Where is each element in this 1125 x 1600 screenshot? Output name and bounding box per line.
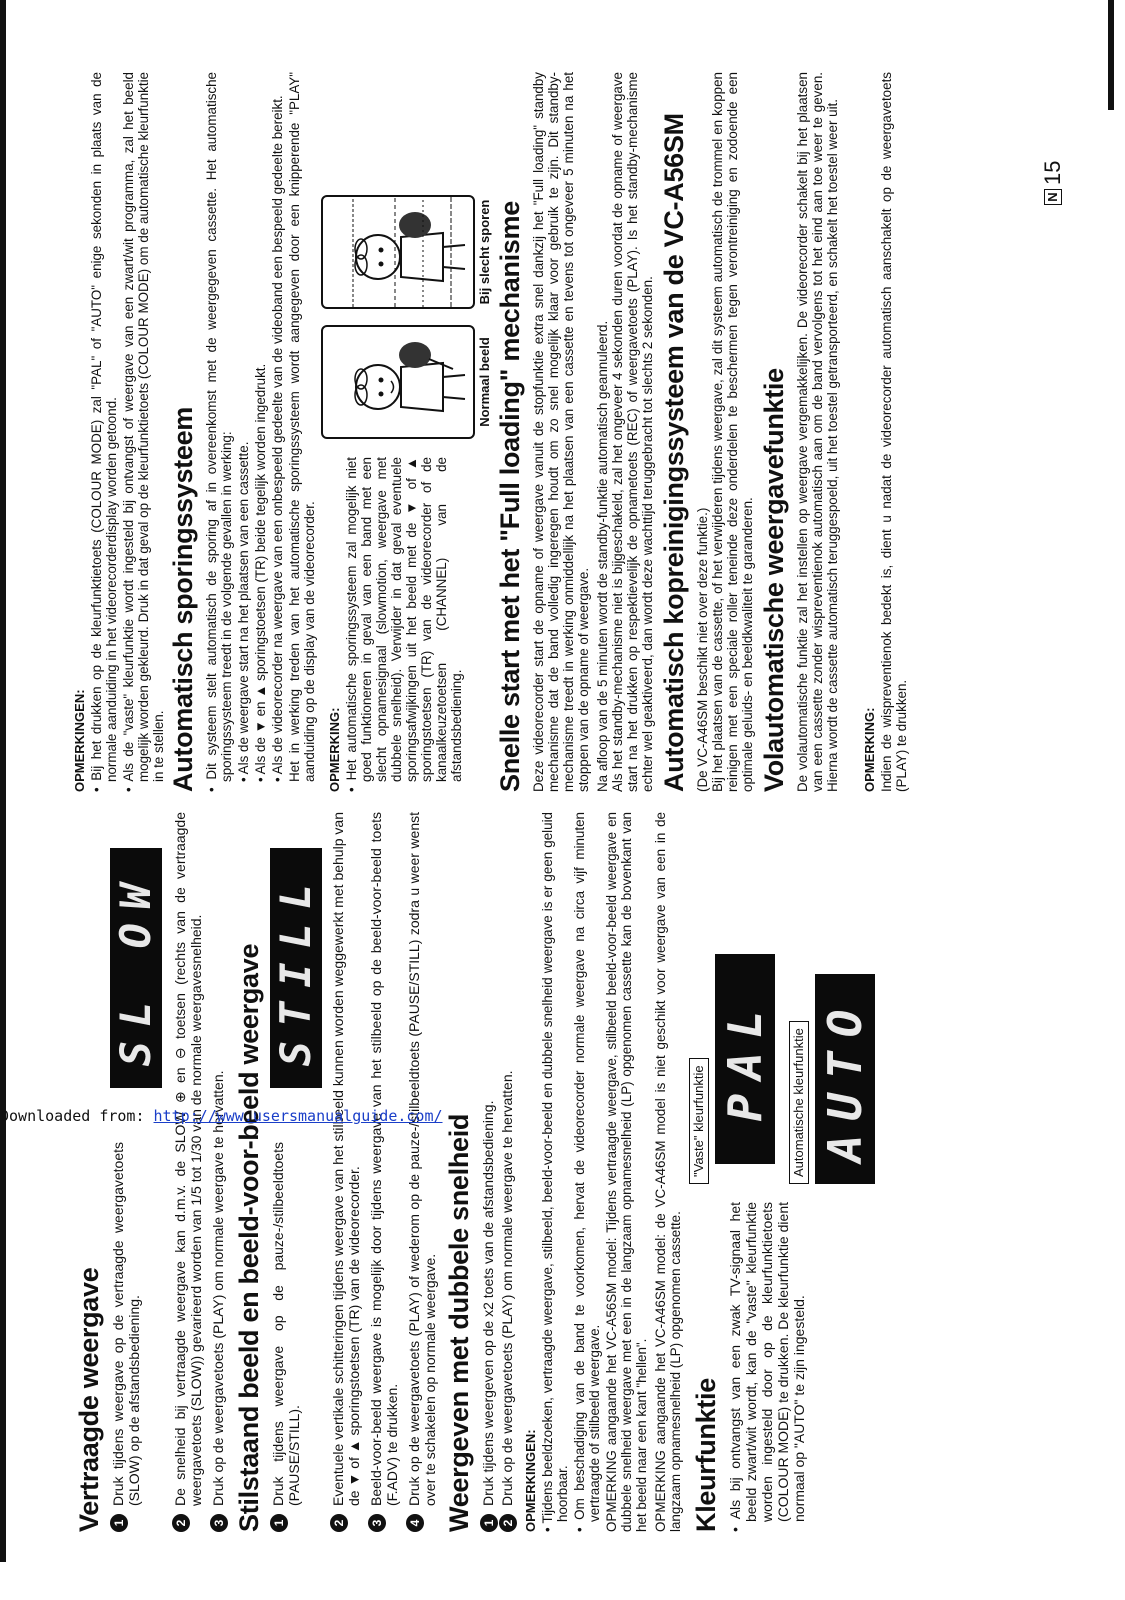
kleur-text: • Als bij ontvangst van een zwak TV-signaal het beeld zwart/wit wordt, kan de "vaste" kleurfunktie worden ingesteld door op de kleurfunktietoets (COLOUR MODE) te drukken. De kleurfunktie dient normaal op "AUTO" te zijn ingesteld. [727,1202,807,1532]
auto-note: Indien de wispreventienok bedekt is, dient u nadat de videorecorder automatisch aanschakelt op de weergavetoets (PLAY) te drukken. [879,72,909,792]
right-note-2: • Als de "vaste" kleurfunktie wordt ingesteld bij ontvangst of weergave van een zwart/wit programma, zal het beeld mogelijk worden gekleurd. Druk in dat geval op de kleurfunktietoets (COLOUR MODE) om de automatische kleurfunktie in te stellen. [121,72,166,792]
still-step4-text: Druk op de weergavetoets (PLAY) of wederom op de pauze-/stilbeeldtoets (PAUSE/STILL) zodra u weer wenst over te schakelen op normale weergave. [406,812,438,1506]
double-note-3: OPMERKING aangaande het VC-A56SM model: Tijdens vertraagde weergave, stilbeeld beeld-voor-beeld weergave en dubbele snelheid weergave met een in de langzaam opnamesnelheid (LP) opgenomen cassette kan de bovenkant van het beeld naar een kant "hellen". [604,812,649,1532]
auto-note-title: OPMERKING: [862,707,877,792]
tracking-note-block [321,457,493,792]
step-number-2: 2 [330,1514,348,1532]
double-note-2: • Om beschadiging van de band te voorkomen, hervat de videorecorder normale weergave na circa vijf minuten vertraagde of stilbeeld weergave. [572,812,602,1532]
tracking-p2: Het in werking treden van het automatische sporingssysteem wordt aangegeven door een knipperende "PLAY" aanduiding op de display van de videorecorder. [287,72,317,782]
double-step1 [480,812,498,1532]
heading-auto-play: Volautomatische weergavefunktie [759,368,789,792]
top-rule [0,0,6,1562]
slow-step1 [110,1142,142,1532]
fl-p1: Deze videorecorder start de opname of weergave vanuit de stopfunktie extra snel dankzij het "Full loading" standby mechanisme dat de band volledig ingeregen houdt om zo snel mogelijk klaar voor gebruik te zijn. Dit standby-mechanisme treedt in werking onmiddellijk na het plaatsen van een cassette en tevens tot ongeveer 5 minuten na het stoppen van de opname of weergave. [531,72,591,792]
step-number-2: 2 [172,1514,190,1532]
right-note-1-text: Bij het drukken op de kleurfunktietoets (COLOUR MODE) zal "PAL" of "AUTO" enige sekonden in plaats van de normale aanduiding in het videorecorderdisplay worden getoond. [89,72,119,782]
tracking-b1: • Als de weergave start na het plaatsen van een cassette. [236,441,251,782]
double-note-1: • Tijdens beeldzoeken, vertraagde weergave, stilbeeld, beeld-voor-beeld en dubbele snelheid weergave is er geen geluid hoorbaar. [540,812,570,1532]
fl-p3: Als het standby-mechanisme niet is bijgeschakeld, zal het ongeveer 4 sekonden duren voordat de opname of weergave start na het drukken op respektievelijk de opnametoets (REC) of weergavetoets (PLAY). Is het standby-mechanisme echter wel geaktiveerd, dan wordt deze wachttijd teruggebracht tot slechts 2 sekonden. [610,72,655,792]
step-number-3: 3 [210,1514,228,1532]
tracking-note: • Het automatische sporingssysteem zal mogelijk niet goed funktioneren in geval van een band met een slecht opnamesignaal (slowmotion, weergave met dubbele snelheid). Verwijder in dat geval eventuele sporingsafwijkingen uit het beeld met de ▼ of ▲ sporingstoetsen (TR) van de videorecorder of de kanaalkeuzetoetsen (CHANNEL) van de afstandsbediening. [344,457,464,792]
double-note-1-text: Tijdens beeldzoeken, vertraagde weergave, stilbeeld, beeld-voor-beeld en dubbele snelheid weergave is er geen geluid hoorbaar. [540,812,570,1524]
slow-step2 [172,812,204,1532]
footer-link[interactable]: http://www.usersmanualguide.com/ [153,1107,443,1125]
kleur-fixed-row [689,954,709,1184]
double-note-2-text: Om beschadiging van de band te voorkomen, hervat de videorecorder normale weergave na circa vijf minuten vertraagde of stilbeeld weergave. [572,812,602,1522]
heading-slow: Vertraagde weergave [74,1267,104,1532]
slow-step2-text: De snelheid bij vertraagde weergave kan d.m.v. de SLOW ⊕ en ⊖ toetsen (rechts van de vertraagde weergavetoets (SLOW)) gevarieerd worden van 1/5 tot 1/30 van de normale weergavesnelheid. [172,812,204,1506]
step-number-3: 3 [368,1514,386,1532]
double-step2-text: Druk op de weergavetoets (PLAY) om normale weergave te hervatten. [499,1070,515,1506]
tracking-illustrations [321,195,493,439]
right-note-2-text: Als de "vaste" kleurfunktie wordt ingesteld bij ontvangst of weergave van een zwart/wit programma, zal het beeld mogelijk worden gekleurd. Druk in dat geval op de kleurfunktietoets (COLOUR MODE) om de automatische kleurfunktie in te stellen. [121,72,166,782]
kleur-displays [689,954,875,1184]
pic-normal-caption: Normaal beeld [477,337,492,427]
still-step1-text: Druk tijdens weergave op de pauze-/stilbeeldtoets (PAUSE/STILL). [270,1142,302,1506]
label-fixed-colour: "Vaste" kleurfunktie [689,1058,709,1184]
clean-p1: (De VC-A46SM beschikt niet over deze funktie.) [695,507,710,792]
left-column [72,812,875,1532]
lcd-slow: SL OW [110,848,162,1088]
heading-double: Weergeven met dubbele snelheid [444,1113,474,1532]
tracking-note-row [321,72,493,792]
page-number-text: 15 [1040,160,1065,185]
pic-bad-tracking [321,195,493,309]
still-step3 [368,812,400,1532]
pic-normal [321,325,493,439]
right-notes-title: OPMERKINGEN: [72,689,87,792]
heading-still: Stilstaand beeld en beeld-voor-beeld weergave [234,943,264,1532]
bad-tracking-picture-illustration [321,195,475,309]
slow-step3 [210,812,228,1532]
auto-p: De volautomatische funktie zal het instellen op weergave vergemakkelijken. De videorecorder schakelt bij het plaatsen van een cassette zonder wispreventienok automatisch aan om de band vervolgens tot het eind aan toe weer te geven. Hierna wordt de cassette automatisch teruggespoeld, uit het toestel getransporteerd, en schakelt het toestel weer uit. [795,72,840,792]
slow-step1-row [110,812,162,1532]
slow-step1-text: Druk tijdens weergave op de vertraagde weergavetoets (SLOW) op de afstandsbediening. [110,1142,142,1506]
step-number-1: 1 [480,1514,498,1532]
lcd-auto: AUTO [815,974,875,1184]
label-auto-colour: Automatische kleurfunktie [789,1021,809,1184]
still-step4 [406,812,438,1532]
step-number-1: 1 [110,1514,128,1532]
still-step2 [330,812,362,1532]
lcd-pal: PAL [715,954,775,1164]
lcd-still: STILL [270,848,322,1088]
tracking-b1-text: Als de weergave start na het plaatsen van een cassette. [236,441,251,775]
tracking-b3-text: Als de videorecorder na weergave van een onbespeeld gedeelte van de videoband een bespeeld gedeelte bereikt. [270,95,285,775]
tracking-b2: • Als de ▼ en ▲ sporingstoetsen (TR) beide tegelijk worden ingedrukt. [253,363,268,782]
kleur-section [689,812,875,1532]
heading-head-cleaning: Automatisch kopreinigingssysteem van de VC-A56SM [659,113,689,792]
still-step2-text: Eventuele vertikale schitteringen tijdens weergave van het stilbeeld kunnen worden weggewerkt met behulp van de ▼ of ▲ sporingstoetsen (TR) van de videorecorder. [330,812,362,1506]
heading-full-loading: Snelle start met het "Full loading" mechanisme [495,201,525,792]
right-note-1: • Bij het drukken op de kleurfunktietoets (COLOUR MODE) zal "PAL" of "AUTO" enige sekonden in plaats van de normale aanduiding in het videorecorderdisplay worden getoond. [89,72,119,792]
fl-p2: Na afloop van de 5 minuten wordt de standby-funktie automatisch geannuleerd. [595,320,610,792]
still-step1 [270,1142,302,1532]
kleur-text-block [689,1202,875,1532]
heading-kleur: Kleurfunktie [691,1378,721,1532]
step-number-2: 2 [499,1514,517,1532]
slow-step3-text: Druk op de weergavetoets (PLAY) om normale weergave te hervatten. [210,1070,226,1506]
right-column [72,72,913,792]
still-step3-text: Beeld-voor-beeld weergave is mogelijk door tijdens weergave van het stilbeeld op de beeld-voor-beeld toets (F.ADV) te drukken. [368,812,400,1506]
page-number [1040,161,1066,205]
step-number-4: 4 [406,1514,424,1532]
tracking-note-text: Het automatische sporingssysteem zal mogelijk niet goed funktioneren in geval van een band met een slecht opnamesignaal (slowmotion, weergave met dubbele snelheid). Verwijder in dat geval eventuele sporingsafwijkingen uit het beeld met de ▼ of ▲ sporingstoetsen (TR) van de videorecorder of de kanaalkeuzetoetsen (CHANNEL) van de afstandsbediening. [344,457,464,782]
download-footer [0,1107,443,1125]
double-step1-text: Druk tijdens weergeven op de x2 toets van de afstandsbediening. [480,1100,496,1506]
clean-p2: Bij het plaatsen van de cassette, of het verwijderen tijdens weergave, zal dit systeem automatisch de trommel en koppen reinigen met een speciale roller teneinde deze onderdelen te beschermen tegen verontreiniging en zodoende een optimale geluids- en beeldkwaliteit te garanderen. [710,72,755,792]
tracking-b3: • Als de videorecorder na weergave van een onbespeeld gedeelte van de videoband een bespeeld gedeelte bereikt. [270,95,285,782]
tracking-p1-text: Dit systeem stelt automatisch de sporing af in overeenkomst met de weergegeven cassette. Het automatische sporingssysteem treedt in de volgende gevallen in werking: [204,72,234,782]
footer-label: Downloaded from: [0,1107,145,1125]
normal-picture-illustration [321,325,475,439]
tracking-note-title: OPMERKING: [327,707,342,792]
step-number-1: 1 [270,1514,288,1532]
pic-bad-caption: Bij slecht sporen [477,199,492,305]
page-language-marker: N [1044,189,1062,205]
double-notes-title: OPMERKINGEN: [523,1429,538,1532]
double-step2 [499,812,517,1532]
kleur-text-body: Als bij ontvangst van een zwak TV-signaal het beeld zwart/wit wordt, kan de "vaste" kleurfunktie worden ingesteld door op de kleurfunktietoets (COLOUR MODE) te drukken. De kleurfunktie dient normaal op "AUTO" te zijn ingesteld. [727,1202,807,1522]
tracking-p1: • Dit systeem stelt automatisch de sporing af in overeenkomst met de weergegeven cassette. Het automatische sporingssysteem treedt in de volgende gevallen in werking: [204,72,234,792]
kleur-auto-row [789,954,809,1184]
heading-tracking: Automatisch sporingssysteem [168,406,198,792]
bottom-right-rule [1108,0,1114,110]
double-note-4: OPMERKING aangaande het VC-A46SM model: de VC-A46SM model is niet geschikt voor weergave van een in de langzaam opnamesnelheid (LP) opgenomen cassette. [653,812,683,1532]
tracking-b2-text: Als de ▼ en ▲ sporingstoetsen (TR) beide tegelijk worden ingedrukt. [253,363,268,775]
still-step1-row [270,812,322,1532]
